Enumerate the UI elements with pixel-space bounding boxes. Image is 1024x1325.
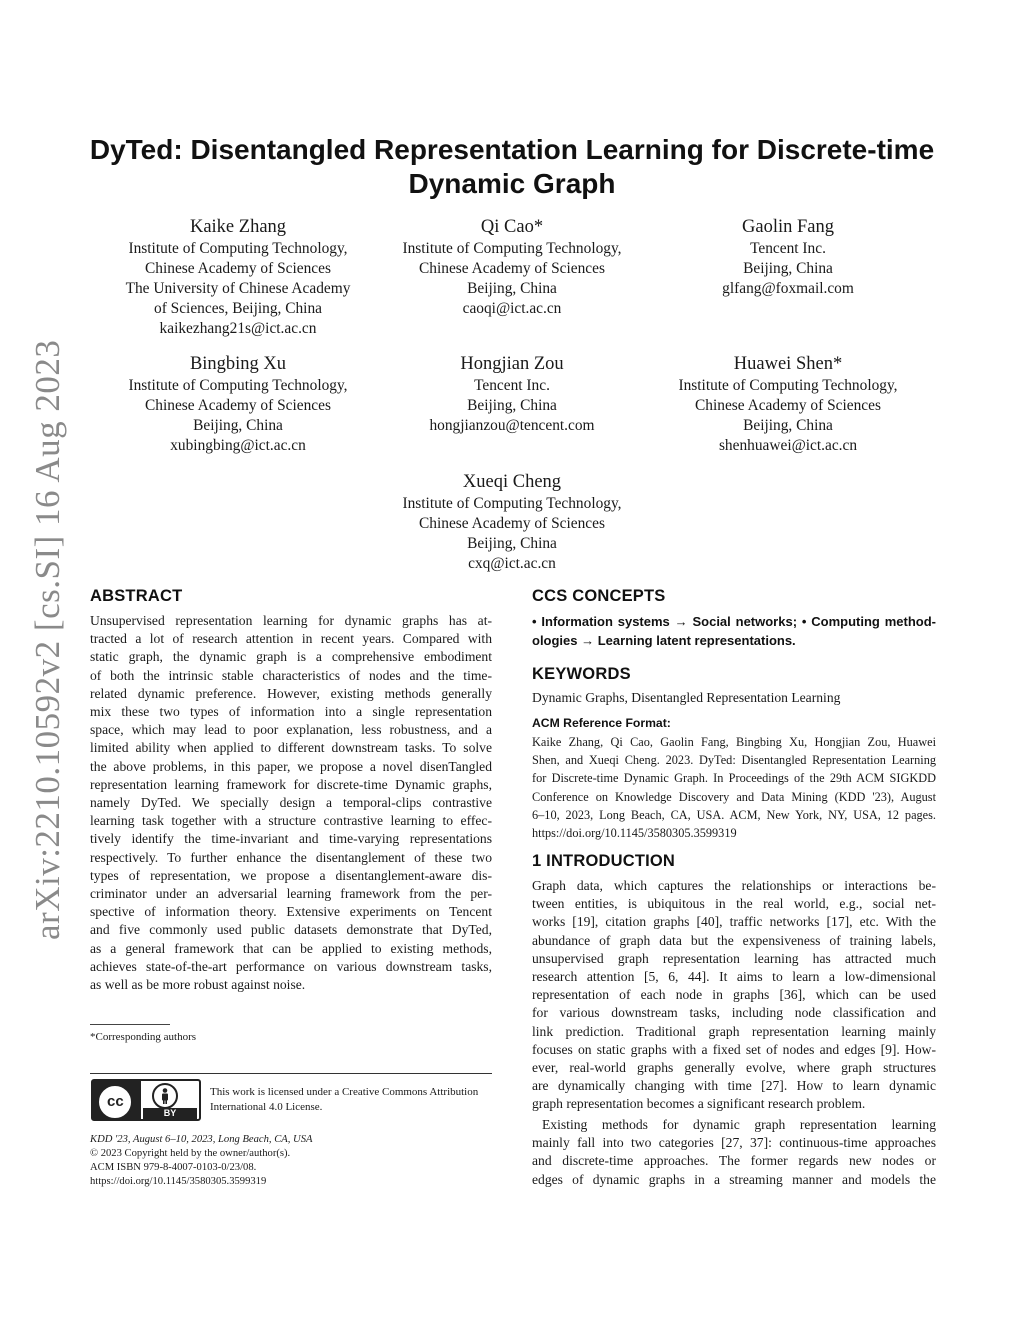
ccs-line: ologies → Learning latent representations.	[532, 633, 796, 648]
introduction-line: edges of dynamic graphs in a streaming manner and models the	[532, 1171, 936, 1187]
acm-reference-line: 6–10, 2023, Long Beach, CA, USA. ACM, New York, NY, USA, 12 pages.	[532, 807, 936, 822]
author-affiliation: Institute of Computing Technology,	[678, 377, 898, 394]
isbn-line: ACM ISBN 979-8-4007-0103-0/23/08.	[90, 1162, 257, 1173]
abstract-line: representation learning framework for discrete-time Dynamic graphs,	[90, 776, 492, 792]
author-name: Kaike Zhang	[189, 217, 287, 237]
author-block	[650, 353, 926, 456]
abstract-line: related dynamic preference. However, existing methods generally	[90, 685, 492, 701]
author-affiliation: Beijing, China	[193, 417, 283, 434]
keywords-text: Dynamic Graphs, Disentangled Representation Learning	[532, 690, 841, 705]
author-email: xubingbing@ict.ac.cn	[170, 437, 306, 454]
abstract-line: static graph, the dynamic graph is a comprehensive embodiment	[90, 649, 492, 665]
author-affiliation: Beijing, China	[743, 417, 833, 434]
author-block	[374, 216, 650, 319]
author-email: shenhuawei@ict.ac.cn	[718, 437, 858, 454]
license-text	[210, 1085, 478, 1114]
author-name: Qi Cao*	[480, 217, 544, 237]
abstract-line: mix these two types of information into a single representation	[90, 704, 492, 720]
introduction-line: works [19], citation graphs [40], traffic networks [17], etc. With the	[532, 914, 936, 930]
paper-title	[60, 133, 964, 201]
introduction-line: ever, real-world graphs generally evolve, where graph structures	[532, 1060, 936, 1076]
author-block	[100, 353, 376, 456]
copyright-line: © 2023 Copyright held by the owner/author(s).	[90, 1148, 291, 1159]
introduction-line: tween entities, is ubiquitous in the real world, e.g., social net-	[532, 896, 936, 912]
creative-commons-badge	[91, 1079, 201, 1121]
abstract-line: spective of information theory. Extensive experiments on Tencent	[90, 904, 492, 920]
footnote-rule	[90, 1024, 170, 1025]
keywords-heading: KEYWORDS	[532, 665, 631, 683]
author-name: Xueqi Cheng	[462, 472, 562, 492]
title-line-1: DyTed: Disentangled Representation Learning for Discrete-time	[89, 134, 935, 165]
introduction-line: abundance of graph data but the expensiveness of training labels,	[532, 932, 936, 948]
author-affiliation: Institute of Computing Technology,	[402, 240, 622, 257]
author-affiliation: Institute of Computing Technology,	[128, 240, 348, 257]
license-line: International 4.0 License.	[210, 1100, 323, 1113]
acm-reference-line: Conference on Knowledge Discovery and Data Mining (KDD '23), August	[532, 789, 936, 804]
introduction-line: and discrete-time approaches. The former regards new nodes or	[532, 1153, 936, 1169]
introduction-line: focuses on static graphs with a fixed set of nodes and edges [9]. How-	[532, 1041, 936, 1057]
author-email: kaikezhang21s@ict.ac.cn	[159, 320, 317, 337]
abstract-text	[90, 612, 492, 994]
author-affiliation: Chinese Academy of Sciences	[145, 397, 331, 414]
abstract-line: as well as be more robust against noise.	[90, 977, 306, 993]
author-block	[374, 353, 650, 436]
abstract-line: namely DyTed. We specially design a temporal-clips contrastive	[90, 795, 492, 811]
cc-panel	[93, 1081, 141, 1119]
author-email: cxq@ict.ac.cn	[468, 555, 556, 572]
author-name: Bingbing Xu	[189, 354, 287, 374]
author-affiliation: Chinese Academy of Sciences	[419, 260, 605, 277]
author-affiliation: Chinese Academy of Sciences	[419, 515, 605, 532]
introduction-line: Existing methods for dynamic graph representation learning	[542, 1117, 936, 1132]
cc-icon	[97, 1084, 133, 1120]
acm-reference-heading: ACM Reference Format:	[532, 716, 671, 730]
author-block	[100, 216, 376, 339]
abstract-line: tracted a lot of research attention in recent years. Compared with	[90, 631, 492, 647]
ccs-concepts	[532, 612, 936, 650]
author-affiliation: Institute of Computing Technology,	[128, 377, 348, 394]
person-icon	[152, 1083, 178, 1109]
by-label: BY	[143, 1108, 197, 1119]
ccs-heading: CCS CONCEPTS	[532, 587, 666, 605]
introduction-line: unsupervised graph representation learning has attracted much	[532, 950, 936, 966]
author-email: glfang@foxmail.com	[722, 280, 854, 297]
footnote: *Corresponding authors	[90, 1031, 197, 1043]
abstract-line: achieves state-of-the-art performance on various downstream tasks,	[90, 958, 492, 974]
license-rule	[90, 1073, 492, 1074]
author-affiliation: of Sciences, Beijing, China	[154, 300, 322, 317]
abstract-line: as a general framework that can be applied to existing methods,	[90, 940, 492, 956]
author-affiliation: Tencent Inc.	[474, 377, 550, 394]
acm-reference-text	[532, 733, 936, 842]
author-affiliation: Beijing, China	[743, 260, 833, 277]
introduction-line: Graph data, which captures the relationships or interactions be-	[532, 878, 936, 893]
abstract-line: criminator under an adversarial learning framework from the per-	[90, 886, 492, 902]
introduction-line: representation of each node in graphs [36], which can be used	[532, 987, 936, 1003]
introduction-heading: 1 INTRODUCTION	[532, 852, 676, 870]
license-line: This work is licensed under a Creative Commons Attribution	[210, 1086, 479, 1098]
conference-line: KDD '23, August 6–10, 2023, Long Beach, CA, USA	[90, 1134, 313, 1145]
acm-reference-line[interactable]: https://doi.org/10.1145/3580305.3599319	[532, 826, 737, 841]
author-name: Hongjian Zou	[460, 354, 564, 374]
abstract-heading: ABSTRACT	[90, 587, 183, 605]
author-affiliation: Tencent Inc.	[750, 240, 826, 257]
author-affiliation: The University of Chinese Academy	[125, 280, 351, 297]
author-email: caoqi@ict.ac.cn	[462, 300, 562, 317]
abstract-line: and five commonly used public datasets demonstrate that DyTed,	[90, 922, 492, 938]
introduction-line: for various downstream tasks, including node classification and	[532, 1005, 936, 1021]
author-block	[650, 216, 926, 299]
introduction-text-2	[532, 1116, 936, 1189]
abstract-line: space, which may lead to poor explanation, less robustness, and a	[90, 722, 492, 738]
introduction-line: research attention [5, 6, 44]. It aims to learn a low-dimensional	[532, 969, 936, 985]
author-affiliation: Institute of Computing Technology,	[402, 495, 622, 512]
author-affiliation: Chinese Academy of Sciences	[145, 260, 331, 277]
abstract-line: tively identify the time-invariant and time-varying representations	[90, 831, 492, 847]
introduction-line: are dynamically changing with time [27]. How to learn dynamic	[532, 1078, 936, 1094]
introduction-line: link prediction. Traditional graph representation learning mainly	[532, 1023, 936, 1039]
introduction-line: graph representation becomes a significant research problem.	[532, 1096, 866, 1112]
author-affiliation: Beijing, China	[467, 280, 557, 297]
author-name: Huawei Shen*	[733, 354, 843, 374]
doi-line: https://doi.org/10.1145/3580305.3599319	[90, 1176, 267, 1187]
abstract-line: Unsupervised representation learning for dynamic graphs has at-	[90, 613, 492, 628]
abstract-line: the above problems, in this paper, we propose a novel disenTangled	[90, 758, 492, 774]
acm-reference-line: Kaike Zhang, Qi Cao, Gaolin Fang, Bingbing Xu, Hongjian Zou, Huawei	[532, 735, 936, 749]
author-affiliation: Chinese Academy of Sciences	[695, 397, 881, 414]
author-name: Gaolin Fang	[742, 217, 834, 237]
abstract-line: types of representation, we propose a disentanglement-aware dis-	[90, 867, 492, 883]
introduction-line: mainly fall into two categories [27, 37]: continuous-time approaches	[532, 1135, 936, 1151]
abstract-line: learning task together with a structure contrastive learning to effec-	[90, 813, 492, 829]
ccs-line: • Information systems → Social networks; • Computing method-	[532, 614, 936, 629]
introduction-text	[532, 877, 936, 1114]
abstract-line: respectively. To further enhance the disentanglement of these two	[90, 849, 492, 865]
title-line-2: Dynamic Graph	[408, 168, 616, 199]
author-email: hongjianzou@tencent.com	[429, 417, 595, 434]
abstract-line: of both the intrinsic stable characteristics of nodes and the time-	[90, 667, 492, 683]
acm-reference-line: for Discrete-time Dynamic Graph. In Proceedings of the 29th ACM SIGKDD	[532, 771, 936, 786]
cc-label: cc	[107, 1093, 124, 1110]
arxiv-identifier: arXiv:2210.10592v2 [cs.SI] 16 Aug 2023	[28, 339, 67, 940]
conference-info	[90, 1133, 312, 1189]
author-affiliation: Beijing, China	[467, 397, 557, 414]
abstract-line: limited ability when applied to different downstream tasks. To solve	[90, 740, 492, 756]
acm-reference-line: Shen, and Xueqi Cheng. 2023. DyTed: Disentangled Representation Learning	[532, 753, 936, 768]
author-affiliation: Beijing, China	[467, 535, 557, 552]
author-block	[374, 471, 650, 574]
